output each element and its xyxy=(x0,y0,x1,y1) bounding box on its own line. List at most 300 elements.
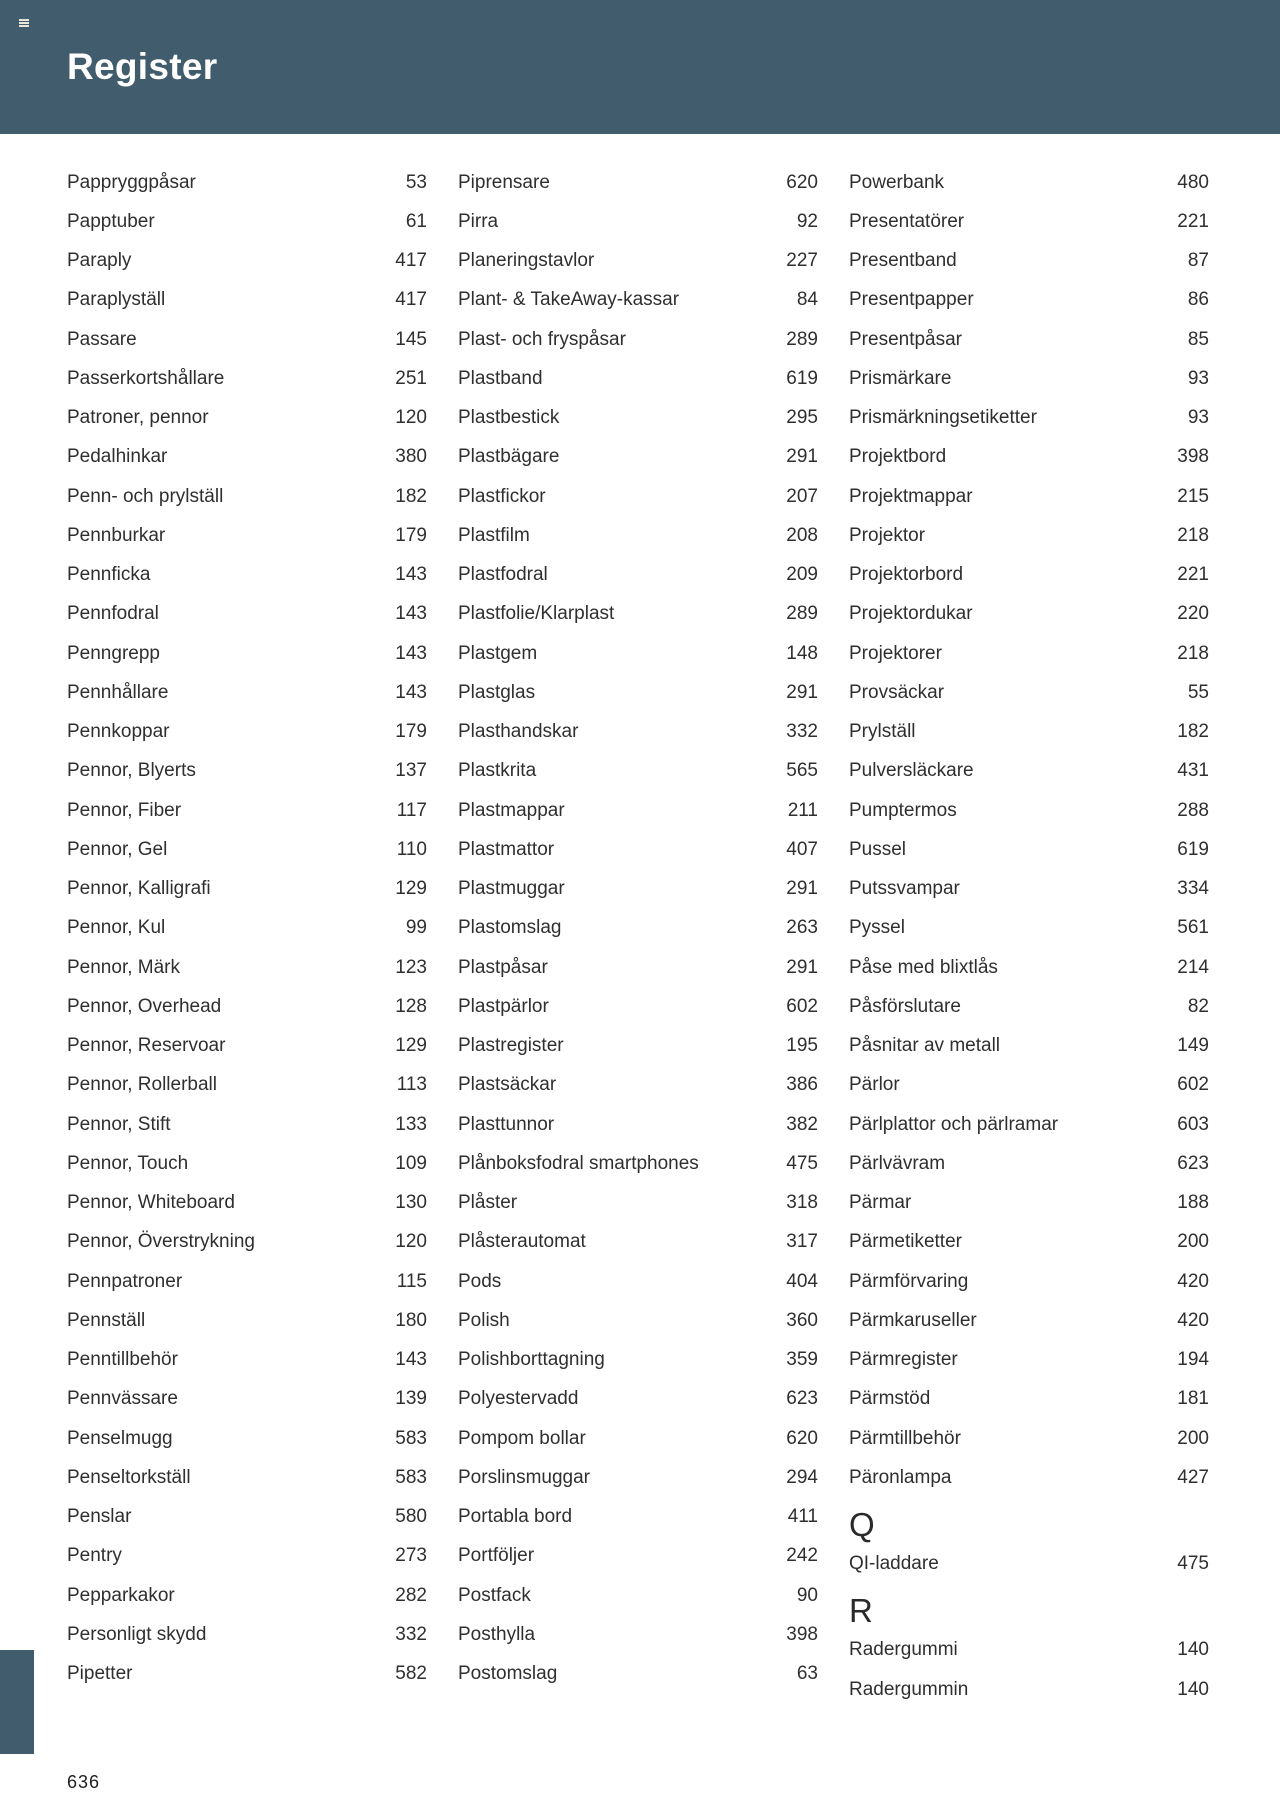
index-entry xyxy=(67,1262,427,1301)
index-page-number: 619 xyxy=(786,367,818,389)
index-entry xyxy=(458,242,818,281)
index-entry xyxy=(67,1498,427,1537)
index-entry xyxy=(458,1262,818,1301)
index-entry xyxy=(67,752,427,791)
index-entry xyxy=(67,909,427,948)
index-term: Pennor, Touch xyxy=(67,1152,189,1174)
page-header xyxy=(0,0,1280,134)
index-entry xyxy=(458,948,818,987)
index-page-number: 137 xyxy=(395,760,427,782)
index-entry xyxy=(458,1223,818,1262)
index-page-number: 242 xyxy=(786,1545,818,1567)
index-entry xyxy=(67,1615,427,1654)
index-entry xyxy=(67,320,427,359)
index-entry xyxy=(849,1670,1209,1709)
index-term: Provsäckar xyxy=(849,681,945,703)
index-term: Radergummi xyxy=(849,1639,958,1661)
index-term: Pärmförvaring xyxy=(849,1270,969,1292)
index-term: Pennor, Kalligrafi xyxy=(67,878,211,900)
index-page-number: 129 xyxy=(395,878,427,900)
index-entry xyxy=(458,1341,818,1380)
index-entry xyxy=(67,1537,427,1576)
index-term: Plastgem xyxy=(458,642,538,664)
index-page-number: 99 xyxy=(405,917,427,939)
index-entry xyxy=(849,948,1209,987)
index-term: Radergummin xyxy=(849,1678,969,1700)
index-term: Presentpåsar xyxy=(849,328,963,350)
index-term: Presentpapper xyxy=(849,289,974,311)
index-page-number: 93 xyxy=(1187,407,1209,429)
index-page-number: 282 xyxy=(395,1584,427,1606)
index-term: Pennpatroner xyxy=(67,1270,183,1292)
index-term: Pärmar xyxy=(849,1192,912,1214)
index-term: Pennställ xyxy=(67,1309,146,1331)
index-entry xyxy=(67,516,427,555)
index-term: Pärmetiketter xyxy=(849,1231,962,1253)
index-entry xyxy=(849,163,1209,202)
index-term: Plastfickor xyxy=(458,485,546,507)
index-term: Personligt skydd xyxy=(67,1623,207,1645)
index-term: Pennor, Blyerts xyxy=(67,760,196,782)
index-page-number: 273 xyxy=(395,1545,427,1567)
index-page-number: 289 xyxy=(786,603,818,625)
index-page-number: 148 xyxy=(786,642,818,664)
index-entry xyxy=(458,1576,818,1615)
index-entry xyxy=(458,909,818,948)
index-entry xyxy=(458,1498,818,1537)
index-term: Plastkrita xyxy=(458,760,537,782)
index-term: Pyssel xyxy=(849,917,905,939)
index-term: Pennor, Kul xyxy=(67,917,166,939)
index-term: Pennor, Märk xyxy=(67,956,180,978)
index-term: Pennficka xyxy=(67,564,151,586)
index-page-number: 130 xyxy=(395,1192,427,1214)
index-term: Posthylla xyxy=(458,1623,536,1645)
index-page-number: 188 xyxy=(1177,1192,1209,1214)
index-entry xyxy=(67,791,427,830)
index-entry xyxy=(849,399,1209,438)
index-page-number: 211 xyxy=(787,799,818,821)
index-page-number: 109 xyxy=(395,1152,427,1174)
index-entry xyxy=(849,1027,1209,1066)
index-entry xyxy=(849,673,1209,712)
index-entry xyxy=(849,359,1209,398)
index-term: Plastglas xyxy=(458,681,536,703)
index-page-number: 291 xyxy=(786,446,818,468)
index-term: Plastfodral xyxy=(458,564,548,586)
index-entry xyxy=(67,163,427,202)
index-page-number: 215 xyxy=(1177,485,1209,507)
index-entry xyxy=(67,870,427,909)
index-page-number: 55 xyxy=(1187,681,1209,703)
index-entry xyxy=(458,752,818,791)
side-tab-marker xyxy=(0,1650,34,1754)
index-page-number: 565 xyxy=(786,760,818,782)
index-page-number: 386 xyxy=(786,1074,818,1096)
index-entry xyxy=(849,1301,1209,1340)
index-term: Plastfolie/Klarplast xyxy=(458,603,615,625)
index-term: Prismärkningsetiketter xyxy=(849,407,1037,429)
index-column-1 xyxy=(67,163,427,1694)
index-term: Pipetter xyxy=(67,1663,133,1685)
index-page-number: 620 xyxy=(786,1427,818,1449)
index-page-number: 411 xyxy=(787,1506,818,1528)
index-term: Påse med blixtlås xyxy=(849,956,998,978)
index-entry xyxy=(67,281,427,320)
index-page-number: 194 xyxy=(1177,1349,1209,1371)
index-page-number: 63 xyxy=(796,1663,818,1685)
index-page-number: 427 xyxy=(1177,1466,1209,1488)
index-term: Penselmugg xyxy=(67,1427,173,1449)
index-page-number: 295 xyxy=(786,407,818,429)
index-term: Paraplyställ xyxy=(67,289,166,311)
index-entry xyxy=(67,1184,427,1223)
index-page-number: 359 xyxy=(786,1349,818,1371)
index-page-number: 561 xyxy=(1177,917,1209,939)
index-page-number: 143 xyxy=(395,1349,427,1371)
index-page-number: 251 xyxy=(395,367,427,389)
index-page-number: 582 xyxy=(395,1663,427,1685)
index-page-number: 221 xyxy=(1177,210,1209,232)
index-entry xyxy=(67,948,427,987)
index-term: Pedalhinkar xyxy=(67,446,168,468)
index-page-number: 623 xyxy=(1177,1152,1209,1174)
index-entry xyxy=(67,634,427,673)
index-term: Pärlvävram xyxy=(849,1152,946,1174)
index-term: Pennor, Överstrykning xyxy=(67,1231,255,1253)
index-entry xyxy=(458,830,818,869)
index-term: Pärmstöd xyxy=(849,1388,931,1410)
index-page-number: 149 xyxy=(1177,1035,1209,1057)
index-term: Patroner, pennor xyxy=(67,407,209,429)
index-entry xyxy=(849,634,1209,673)
index-term: Plant- & TakeAway-kassar xyxy=(458,289,680,311)
index-entry xyxy=(849,1262,1209,1301)
index-page-number: 480 xyxy=(1177,171,1209,193)
index-term: Portföljer xyxy=(458,1545,535,1567)
index-letter-heading: Q xyxy=(849,1505,875,1543)
index-entry xyxy=(67,673,427,712)
index-page-number: 220 xyxy=(1177,603,1209,625)
index-term: Portabla bord xyxy=(458,1506,573,1528)
index-entry xyxy=(849,1105,1209,1144)
index-term: Plastsäckar xyxy=(458,1074,557,1096)
index-term: Pärmregister xyxy=(849,1349,958,1371)
index-entry xyxy=(458,870,818,909)
index-term: Polish xyxy=(458,1309,510,1331)
index-entry xyxy=(458,438,818,477)
index-term: Presentband xyxy=(849,250,957,272)
index-term: Projektorer xyxy=(849,642,942,664)
index-page-number: 113 xyxy=(396,1074,427,1096)
index-page-number: 179 xyxy=(395,721,427,743)
index-term: Plåsterautomat xyxy=(458,1231,586,1253)
index-page-number: 87 xyxy=(1187,250,1209,272)
index-page-number: 90 xyxy=(796,1584,818,1606)
index-term: Pennor, Gel xyxy=(67,838,168,860)
index-term: Pepparkakor xyxy=(67,1584,175,1606)
index-page-number: 195 xyxy=(786,1035,818,1057)
index-entry xyxy=(849,202,1209,241)
index-entry xyxy=(849,320,1209,359)
index-entry xyxy=(67,1458,427,1497)
index-term: QI-laddare xyxy=(849,1553,939,1575)
page-title: Register xyxy=(67,46,218,87)
index-page-number: 332 xyxy=(786,721,818,743)
index-term: Penseltorkställ xyxy=(67,1466,191,1488)
index-page-number: 208 xyxy=(786,524,818,546)
index-entry xyxy=(458,1537,818,1576)
index-page-number: 117 xyxy=(396,799,427,821)
index-entry xyxy=(849,1184,1209,1223)
index-entry xyxy=(458,202,818,241)
index-entry xyxy=(458,1380,818,1419)
index-term: Plastbägare xyxy=(458,446,560,468)
index-page-number: 619 xyxy=(1177,838,1209,860)
index-entry xyxy=(849,1066,1209,1105)
index-entry xyxy=(67,830,427,869)
index-entry xyxy=(458,320,818,359)
index-term: Pompom bollar xyxy=(458,1427,586,1449)
index-term: Pennburkar xyxy=(67,524,166,546)
index-page-number: 139 xyxy=(395,1388,427,1410)
index-page-number: 398 xyxy=(1177,446,1209,468)
index-entry xyxy=(458,516,818,555)
index-page-number: 318 xyxy=(786,1192,818,1214)
index-entry xyxy=(458,477,818,516)
index-term: Plastbestick xyxy=(458,407,560,429)
index-term: Pennvässare xyxy=(67,1388,178,1410)
index-page-number: 227 xyxy=(786,250,818,272)
index-term: Päronlampa xyxy=(849,1466,952,1488)
index-entry xyxy=(458,359,818,398)
index-page-number: 143 xyxy=(395,681,427,703)
index-page-number: 404 xyxy=(786,1270,818,1292)
index-page-number: 417 xyxy=(395,289,427,311)
index-page-number: 182 xyxy=(1177,721,1209,743)
index-entry xyxy=(458,163,818,202)
index-entry xyxy=(849,556,1209,595)
index-column-2 xyxy=(458,163,818,1694)
index-entry xyxy=(458,399,818,438)
index-term: Plastpärlor xyxy=(458,995,549,1017)
index-page-number: 289 xyxy=(786,328,818,350)
index-term: Pennor, Rollerball xyxy=(67,1074,217,1096)
index-term: Plastpåsar xyxy=(458,956,548,978)
index-entry xyxy=(458,673,818,712)
index-page-number: 407 xyxy=(786,838,818,860)
index-term: Pennhållare xyxy=(67,681,169,703)
index-term: Plastmattor xyxy=(458,838,555,860)
index-term: Plastomslag xyxy=(458,917,562,939)
index-page-number: 583 xyxy=(395,1427,427,1449)
index-term: Plast- och fryspåsar xyxy=(458,328,626,350)
index-entry xyxy=(849,1380,1209,1419)
index-page-number: 133 xyxy=(395,1113,427,1135)
index-page-number: 602 xyxy=(1177,1074,1209,1096)
index-term: Plastband xyxy=(458,367,543,389)
index-page-number: 602 xyxy=(786,995,818,1017)
index-page-number: 181 xyxy=(1177,1388,1209,1410)
index-term: Plastregister xyxy=(458,1035,564,1057)
index-page-number: 207 xyxy=(786,485,818,507)
index-term: Pennor, Whiteboard xyxy=(67,1192,235,1214)
index-term: Passare xyxy=(67,328,137,350)
index-entry xyxy=(67,1301,427,1340)
index-page-number: 86 xyxy=(1187,289,1209,311)
index-entry xyxy=(458,595,818,634)
index-entry xyxy=(849,791,1209,830)
index-page-number: 623 xyxy=(786,1388,818,1410)
index-page-number: 180 xyxy=(395,1309,427,1331)
index-entry xyxy=(458,1655,818,1694)
index-entry xyxy=(67,595,427,634)
index-entry xyxy=(458,791,818,830)
index-term: Pärmtillbehör xyxy=(849,1427,961,1449)
index-page-number: 431 xyxy=(1177,760,1209,782)
index-entry xyxy=(67,1223,427,1262)
index-letter-heading: R xyxy=(849,1591,873,1629)
index-page-number: 93 xyxy=(1187,367,1209,389)
index-term: Pärlor xyxy=(849,1074,900,1096)
index-entry xyxy=(458,1184,818,1223)
index-entry xyxy=(458,1144,818,1183)
index-term: Pennor, Overhead xyxy=(67,995,222,1017)
index-page-number: 143 xyxy=(395,642,427,664)
index-page-number: 580 xyxy=(395,1506,427,1528)
index-entry xyxy=(67,987,427,1026)
index-page-number: 218 xyxy=(1177,642,1209,664)
index-page-number: 214 xyxy=(1177,956,1209,978)
index-term: Projektmappar xyxy=(849,485,973,507)
index-entry xyxy=(67,1341,427,1380)
index-entry xyxy=(849,987,1209,1026)
index-entry xyxy=(849,438,1209,477)
index-page-number: 291 xyxy=(786,681,818,703)
index-entry xyxy=(849,1341,1209,1380)
index-entry xyxy=(458,1066,818,1105)
index-entry xyxy=(67,556,427,595)
index-term: Pappryggpåsar xyxy=(67,171,196,193)
index-term: Penntillbehör xyxy=(67,1349,178,1371)
index-entry xyxy=(849,477,1209,516)
index-entry xyxy=(458,713,818,752)
index-page-number: 420 xyxy=(1177,1270,1209,1292)
index-term: Pumptermos xyxy=(849,799,957,821)
index-entry xyxy=(849,1545,1209,1584)
index-term: Plasttunnor xyxy=(458,1113,555,1135)
index-term: Projektordukar xyxy=(849,603,973,625)
index-entry xyxy=(849,242,1209,281)
index-page-number: 475 xyxy=(1177,1553,1209,1575)
index-term: Prismärkare xyxy=(849,367,952,389)
index-term: Presentatörer xyxy=(849,210,965,232)
index-term: Pennor, Stift xyxy=(67,1113,171,1135)
index-page-number: 84 xyxy=(796,289,818,311)
index-page-number: 288 xyxy=(1177,799,1209,821)
index-term: Påsnitar av metall xyxy=(849,1035,1001,1057)
index-entry xyxy=(458,281,818,320)
index-page-number: 128 xyxy=(395,995,427,1017)
index-term: Pärlplattor och pärlramar xyxy=(849,1113,1059,1135)
index-entry xyxy=(849,909,1209,948)
index-page-number: 110 xyxy=(396,838,427,860)
index-page-number: 115 xyxy=(396,1270,427,1292)
index-page-number: 85 xyxy=(1187,328,1209,350)
index-term: Pentry xyxy=(67,1545,122,1567)
index-page-number: 263 xyxy=(786,917,818,939)
index-page-number: 420 xyxy=(1177,1309,1209,1331)
index-entry xyxy=(849,281,1209,320)
index-entry xyxy=(458,1615,818,1654)
index-page-number: 61 xyxy=(405,210,427,232)
menu-icon xyxy=(19,19,29,27)
index-page-number: 179 xyxy=(395,524,427,546)
index-term: Paraply xyxy=(67,250,132,272)
index-term: Pennor, Fiber xyxy=(67,799,182,821)
index-page-number: 123 xyxy=(395,956,427,978)
index-term: Påsförslutare xyxy=(849,995,961,1017)
index-entry xyxy=(458,634,818,673)
index-term: Pussel xyxy=(849,838,907,860)
index-page-number: 360 xyxy=(786,1309,818,1331)
index-entry xyxy=(67,242,427,281)
index-entry xyxy=(67,359,427,398)
index-term: Papptuber xyxy=(67,210,155,232)
index-entry xyxy=(458,556,818,595)
index-page-number: 129 xyxy=(395,1035,427,1057)
index-entry xyxy=(849,830,1209,869)
index-term: Projektor xyxy=(849,524,926,546)
index-entry xyxy=(849,1223,1209,1262)
index-term: Penn- och prylställ xyxy=(67,485,224,507)
index-term: Piprensare xyxy=(458,171,550,193)
index-page-number: 140 xyxy=(1177,1639,1209,1661)
index-page-number: 294 xyxy=(786,1466,818,1488)
index-entry xyxy=(67,1105,427,1144)
index-page-number: 82 xyxy=(1187,995,1209,1017)
index-entry xyxy=(67,1419,427,1458)
index-entry xyxy=(849,595,1209,634)
index-entry xyxy=(849,1458,1209,1497)
index-entry xyxy=(849,516,1209,555)
index-term: Penngrepp xyxy=(67,642,160,664)
index-page-number: 620 xyxy=(786,171,818,193)
index-entry xyxy=(67,713,427,752)
index-term: Passerkortshållare xyxy=(67,367,225,389)
index-term: Postfack xyxy=(458,1584,531,1606)
index-term: Pärmkaruseller xyxy=(849,1309,977,1331)
index-entry xyxy=(67,477,427,516)
index-entry xyxy=(849,713,1209,752)
index-page-number: 291 xyxy=(786,878,818,900)
index-entry xyxy=(849,752,1209,791)
index-entry xyxy=(458,1419,818,1458)
index-entry xyxy=(67,202,427,241)
index-term: Powerbank xyxy=(849,171,945,193)
index-entry xyxy=(458,1301,818,1340)
index-page-number: 145 xyxy=(395,328,427,350)
index-term: Pulversläckare xyxy=(849,760,974,782)
index-page-number: 143 xyxy=(395,564,427,586)
index-term: Pennor, Reservoar xyxy=(67,1035,226,1057)
index-term: Plastmuggar xyxy=(458,878,565,900)
index-page-number: 475 xyxy=(786,1152,818,1174)
index-column-3 xyxy=(849,163,1209,1709)
index-entry xyxy=(67,1655,427,1694)
index-page-number: 317 xyxy=(786,1231,818,1253)
index-term: Pennkoppar xyxy=(67,721,170,743)
